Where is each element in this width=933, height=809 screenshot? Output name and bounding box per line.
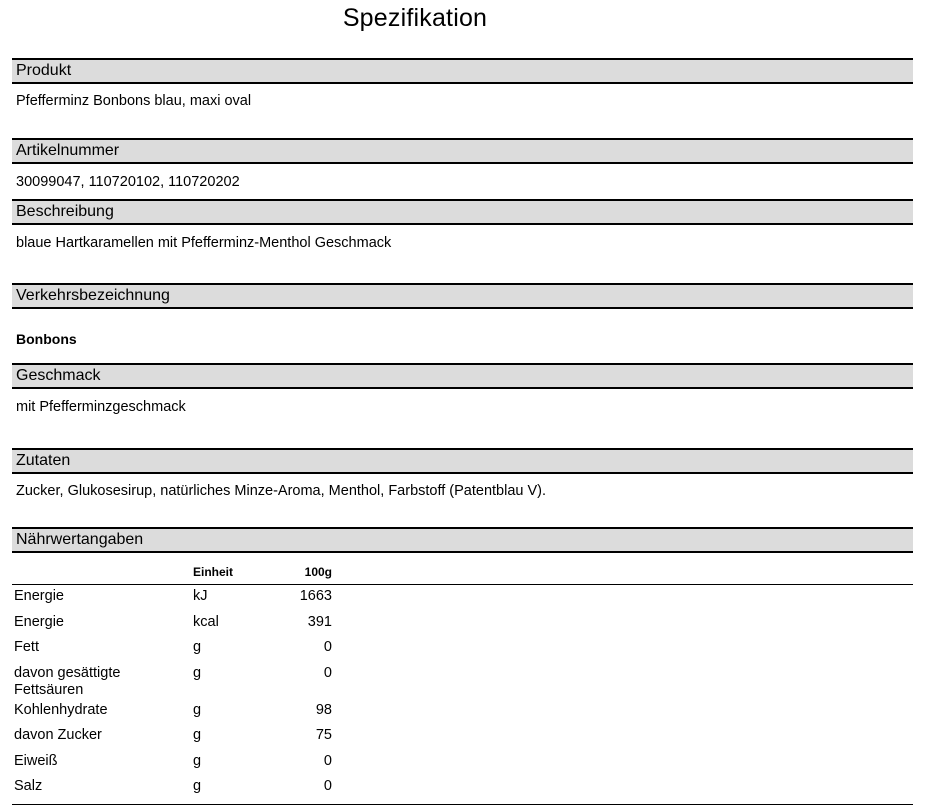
beschreibung-value: blaue Hartkaramellen mit Pfefferminz-Menthol Geschmack bbox=[16, 235, 392, 251]
nutrition-value: 0 bbox=[323, 753, 332, 769]
nutrition-name: Kohlenhydrate bbox=[14, 702, 108, 718]
section-header-zutaten: Zutaten bbox=[12, 448, 913, 474]
nutrition-unit: kJ bbox=[193, 588, 208, 604]
section-header-produkt: Produkt bbox=[12, 58, 913, 84]
nutrition-name: Energie bbox=[14, 588, 64, 604]
nutrition-value: 0 bbox=[323, 639, 332, 655]
nutrition-unit: g bbox=[193, 639, 202, 655]
nutrition-name: Eiweiß bbox=[14, 753, 58, 769]
section-header-artikelnummer: Artikelnummer bbox=[12, 138, 913, 164]
nutrition-value: 75 bbox=[315, 727, 332, 743]
zutaten-value: Zucker, Glukosesirup, natürliches Minze-Aroma, Menthol, Farbstoff (Patentblau V). bbox=[16, 483, 547, 499]
nutrition-name: Fett bbox=[14, 639, 39, 655]
nutrition-unit: g bbox=[193, 753, 202, 769]
nutrition-unit: g bbox=[193, 702, 202, 718]
section-header-verkehrsbezeichnung: Verkehrsbezeichnung bbox=[12, 283, 913, 309]
nutrition-name: davon gesättigte Fettsäuren bbox=[14, 665, 121, 698]
nutrition-value: 1663 bbox=[299, 588, 332, 604]
nutrition-column-100g: 100g bbox=[304, 565, 332, 579]
nutrition-bottom-divider bbox=[12, 804, 913, 805]
nutrition-unit: g bbox=[193, 727, 202, 743]
geschmack-value: mit Pfefferminzgeschmack bbox=[16, 399, 186, 415]
section-header-geschmack: Geschmack bbox=[12, 363, 913, 389]
nutrition-unit: g bbox=[193, 665, 202, 681]
nutrition-name: Energie bbox=[14, 614, 64, 630]
nutrition-name: Salz bbox=[14, 778, 43, 794]
nutrition-unit: kcal bbox=[193, 614, 219, 630]
nutrition-header-divider bbox=[12, 584, 913, 585]
nutrition-value: 391 bbox=[307, 614, 332, 630]
produkt-value: Pfefferminz Bonbons blau, maxi oval bbox=[16, 93, 252, 109]
section-header-beschreibung: Beschreibung bbox=[12, 199, 913, 225]
nutrition-column-unit: Einheit bbox=[193, 565, 234, 579]
artikelnummer-value: 30099047, 110720102, 110720202 bbox=[16, 174, 240, 190]
nutrition-value: 0 bbox=[323, 778, 332, 794]
verkehrsbezeichnung-value: Bonbons bbox=[16, 331, 77, 347]
nutrition-value: 0 bbox=[323, 665, 332, 681]
nutrition-name: davon Zucker bbox=[14, 727, 102, 743]
nutrition-value: 98 bbox=[315, 702, 332, 718]
section-header-naehrwerte: Nährwertangaben bbox=[12, 527, 913, 553]
page-title: Spezifikation bbox=[342, 4, 488, 32]
nutrition-unit: g bbox=[193, 778, 202, 794]
